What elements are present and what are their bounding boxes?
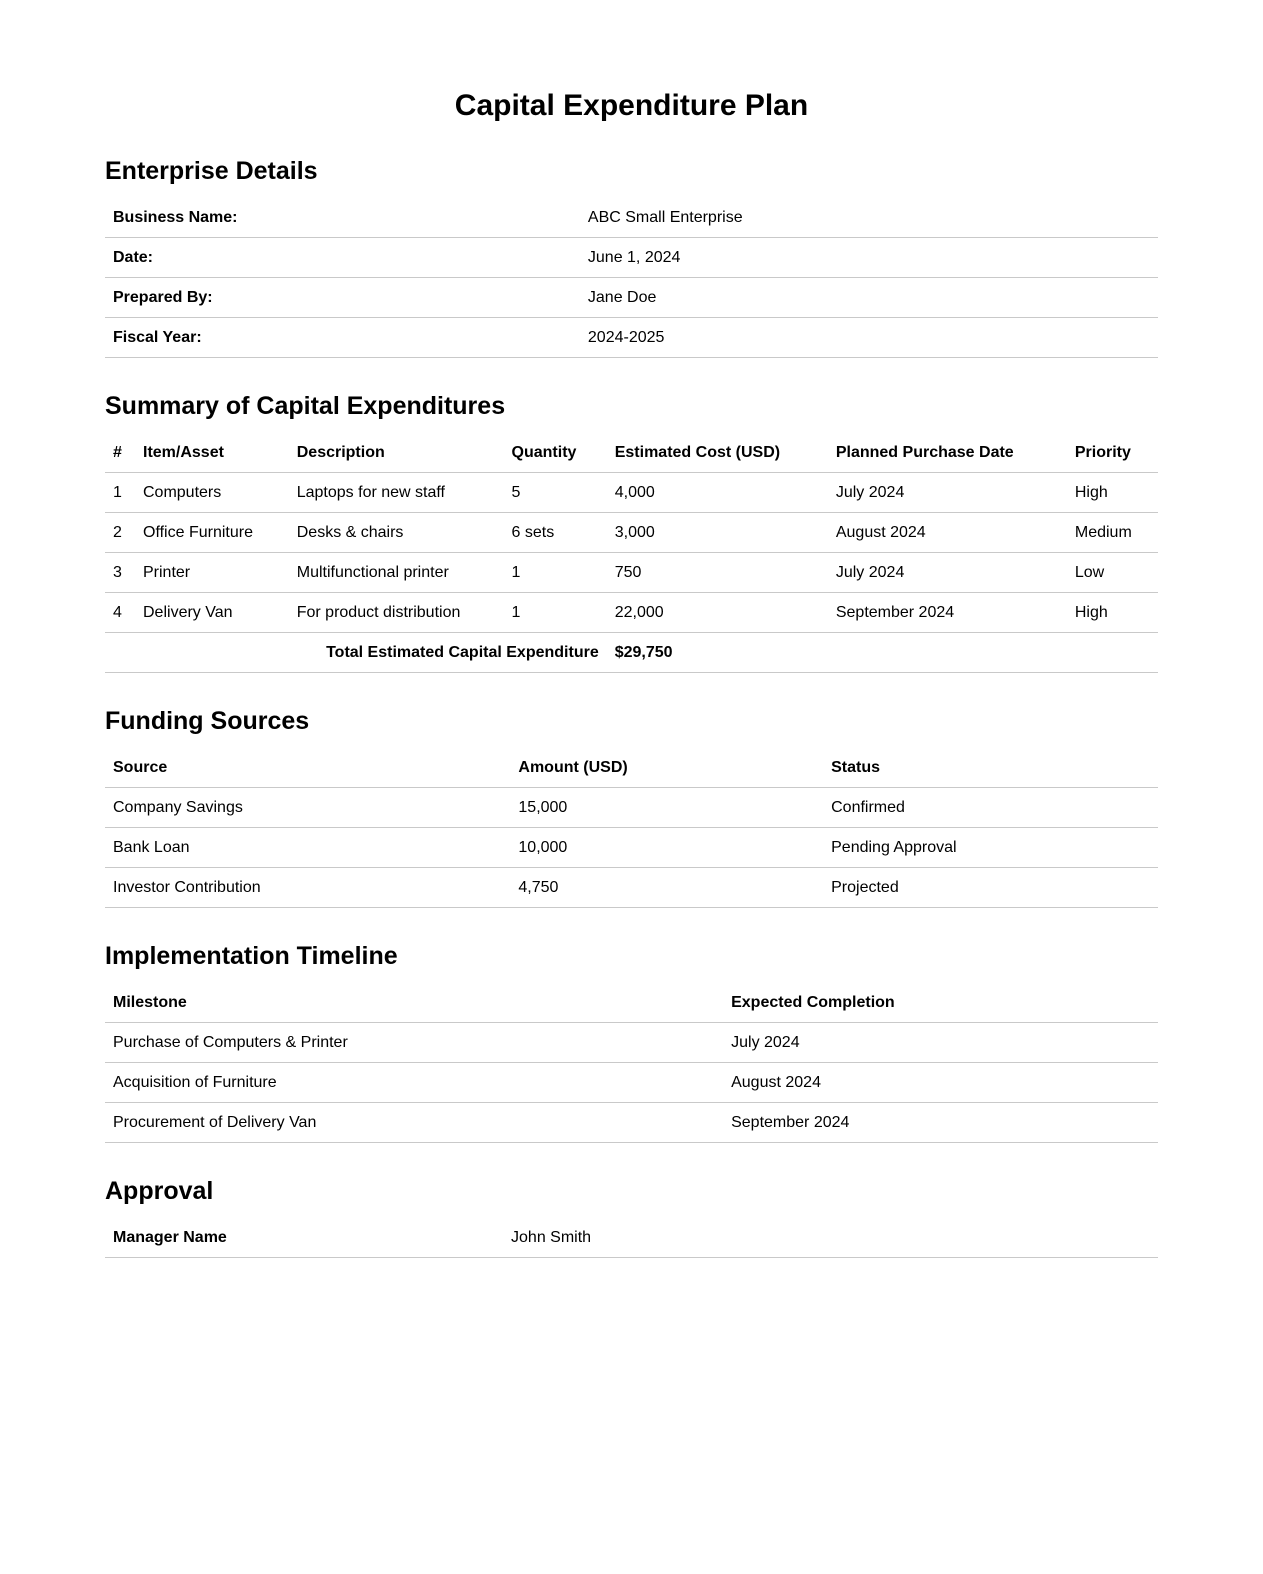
table-cell: ABC Small Enterprise xyxy=(580,198,1158,238)
table-cell: Bank Loan xyxy=(105,828,510,868)
column-header: Amount (USD) xyxy=(510,748,823,788)
timeline-header-row xyxy=(105,983,1158,1023)
section-heading-funding-sources: Funding Sources xyxy=(105,707,310,735)
table-cell: July 2024 xyxy=(828,553,1067,593)
table-cell: High xyxy=(1067,473,1158,513)
table-cell: 4,750 xyxy=(510,868,823,908)
table-cell: Computers xyxy=(135,473,289,513)
section-heading-summary: Summary of Capital Expenditures xyxy=(105,392,506,420)
table-cell: 6 sets xyxy=(504,513,607,553)
table-cell: High xyxy=(1067,593,1158,633)
table-cell: Delivery Van xyxy=(135,593,289,633)
table-cell: July 2024 xyxy=(723,1023,1158,1063)
table-cell: September 2024 xyxy=(828,593,1067,633)
column-header: Quantity xyxy=(504,433,607,473)
table-row xyxy=(105,278,1158,318)
table-row xyxy=(105,198,1158,238)
table-cell: Date: xyxy=(105,238,580,278)
column-header: Description xyxy=(289,433,504,473)
table-row xyxy=(105,1218,1158,1258)
table-cell: Prepared By: xyxy=(105,278,580,318)
total-value: $29,750 xyxy=(607,633,828,673)
table-cell: Pending Approval xyxy=(823,828,1158,868)
table-row xyxy=(105,1103,1158,1143)
table-row xyxy=(105,828,1158,868)
total-label: Total Estimated Capital Expenditure xyxy=(105,633,607,673)
summary-header-row xyxy=(105,433,1158,473)
implementation-timeline-table xyxy=(105,983,1158,1143)
approval-table xyxy=(105,1218,1158,1258)
table-cell: 1 xyxy=(504,553,607,593)
table-row xyxy=(105,868,1158,908)
table-cell: Business Name: xyxy=(105,198,580,238)
table-cell: June 1, 2024 xyxy=(580,238,1158,278)
column-header: Source xyxy=(105,748,510,788)
enterprise-details-table xyxy=(105,198,1158,358)
table-cell: 2024-2025 xyxy=(580,318,1158,358)
funding-sources-table xyxy=(105,748,1158,908)
table-cell: September 2024 xyxy=(723,1103,1158,1143)
table-cell: Procurement of Delivery Van xyxy=(105,1103,723,1143)
section-heading-approval: Approval xyxy=(105,1177,214,1205)
table-cell: Confirmed xyxy=(823,788,1158,828)
empty-cell xyxy=(828,633,1158,673)
table-cell: Low xyxy=(1067,553,1158,593)
table-row xyxy=(105,553,1158,593)
table-cell: John Smith xyxy=(503,1218,1158,1258)
table-cell: 3,000 xyxy=(607,513,828,553)
table-row xyxy=(105,1023,1158,1063)
table-row xyxy=(105,318,1158,358)
document-title: Capital Expenditure Plan xyxy=(454,89,809,122)
table-cell: 3 xyxy=(105,553,135,593)
table-cell: Company Savings xyxy=(105,788,510,828)
table-cell: 2 xyxy=(105,513,135,553)
section-heading-enterprise-details: Enterprise Details xyxy=(105,157,318,185)
table-cell: 10,000 xyxy=(510,828,823,868)
column-header: Estimated Cost (USD) xyxy=(607,433,828,473)
section-heading-implementation-timeline: Implementation Timeline xyxy=(105,942,398,970)
table-cell: Desks & chairs xyxy=(289,513,504,553)
column-header: Planned Purchase Date xyxy=(828,433,1067,473)
table-row xyxy=(105,593,1158,633)
column-header: Status xyxy=(823,748,1158,788)
table-cell: Fiscal Year: xyxy=(105,318,580,358)
table-cell: 4 xyxy=(105,593,135,633)
table-cell: 1 xyxy=(504,593,607,633)
table-cell: Medium xyxy=(1067,513,1158,553)
table-cell: Multifunctional printer xyxy=(289,553,504,593)
table-cell: 15,000 xyxy=(510,788,823,828)
table-cell: 4,000 xyxy=(607,473,828,513)
column-header: Priority xyxy=(1067,433,1158,473)
table-row xyxy=(105,788,1158,828)
table-cell: Office Furniture xyxy=(135,513,289,553)
column-header: Milestone xyxy=(105,983,723,1023)
column-header: # xyxy=(105,433,135,473)
table-row xyxy=(105,1063,1158,1103)
table-cell: Laptops for new staff xyxy=(289,473,504,513)
table-cell: Investor Contribution xyxy=(105,868,510,908)
table-cell: August 2024 xyxy=(723,1063,1158,1103)
table-row xyxy=(105,513,1158,553)
table-cell: 750 xyxy=(607,553,828,593)
table-row xyxy=(105,473,1158,513)
table-cell: July 2024 xyxy=(828,473,1067,513)
table-cell: 22,000 xyxy=(607,593,828,633)
funding-header-row xyxy=(105,748,1158,788)
column-header: Item/Asset xyxy=(135,433,289,473)
table-cell: August 2024 xyxy=(828,513,1067,553)
table-row xyxy=(105,238,1158,278)
summary-table xyxy=(105,433,1158,673)
table-cell: For product distribution xyxy=(289,593,504,633)
table-cell: Jane Doe xyxy=(580,278,1158,318)
table-cell: 5 xyxy=(504,473,607,513)
summary-total-row xyxy=(105,633,1158,673)
column-header: Expected Completion xyxy=(723,983,1158,1023)
table-cell: Projected xyxy=(823,868,1158,908)
table-cell: Printer xyxy=(135,553,289,593)
table-cell: Acquisition of Furniture xyxy=(105,1063,723,1103)
table-cell: 1 xyxy=(105,473,135,513)
table-cell: Manager Name xyxy=(105,1218,503,1258)
table-cell: Purchase of Computers & Printer xyxy=(105,1023,723,1063)
